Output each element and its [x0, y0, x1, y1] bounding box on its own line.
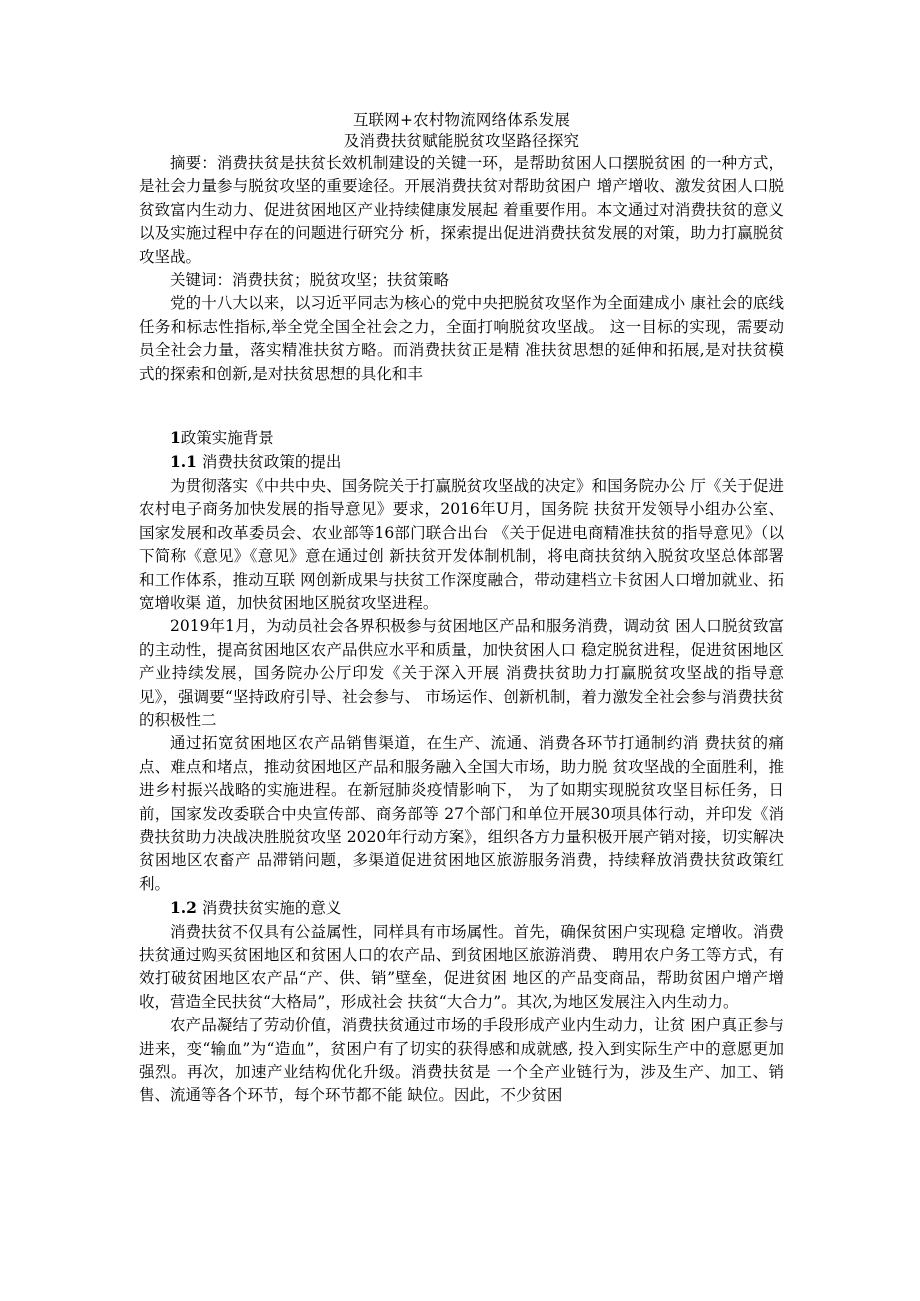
body-paragraph-channels: 通过拓宽贫困地区农产品销售渠道，在生产、流通、消费各环节打通制约消 费扶贫的痛点、难点和堵点，推动贫困地区产品和服务融入全国大市场，助力脱 贫攻坚战的全面胜利，推进乡村振兴战略的实施进程。在新冠肺炎疫情影响下， 为了如期实现脱贫攻坚目标任务，日前，国家发改委联合中央宣传部、商务部等 27个部门和单位开展30项具体行动，并印发《消费扶贫助力决战决胜脱贫攻坚 2020年行动方案》，组织各方力量积极开展产销对接，切实解决贫困地区农畜产 品滞销问题，多渠道促进贫困地区旅游服务消费，持续释放消费扶贫政策红利。 [139, 734, 784, 893]
section-heading-1 [139, 426, 784, 450]
section-title: 消费扶贫政策的提出 [196, 453, 342, 472]
document-title-line-2: 及消费扶贫赋能脱贫攻坚路径探究 [343, 132, 580, 150]
section-number: 1 [170, 428, 181, 448]
section-heading-1-1 [139, 450, 784, 474]
section-spacer [139, 386, 784, 426]
keywords-line: 关键词：消费扶贫；脱贫攻坚；扶贫策略 [170, 271, 450, 290]
body-paragraph-2019-guidance: 2019年1月，为动员社会各界积极参与贫困地区产品和服务消费，调动贫 困人口脱贫致富的主动性，提高贫困地区农产品供应水平和质量，加快贫困人口 稳定脱贫进程，促进贫困地区产业持续发展，国务院办公厅印发《关于深入开展 消费扶贫助力打赢脱贫攻坚战的指导意见》，强调要“坚持政府引导、社会参与、 市场运作、创新机制，着力激发全社会参与消费扶贫的积极性二 [139, 617, 784, 729]
document-title-line-1: 互联网+农村物流网络体系发展 [352, 111, 571, 129]
abstract-paragraph: 摘要：消费扶贫是扶贫长效机制建设的关键一环，是帮助贫困人口摆脱贫困 的一种方式，是社会力量参与脱贫攻坚的重要途径。开展消费扶贫对帮助贫困户 增产增收、激发贫困人口脱贫致富内生动力、促进贫困地区产业持续健康发展起 着重要作用。本文通过对消费扶贫的意义以及实施过程中存在的问题进行研究分 析，探索提出促进消费扶贫发展的对策，助力打赢脱贫攻坚战。 [139, 154, 784, 266]
body-paragraph-value-chain: 农产品凝结了劳动价值，消费扶贫通过市场的手段形成产业内生动力，让贫 困户真正参与进来，变“输血”为“造血”，贫困户有了切实的获得感和成就感, 投入到实际生产中的意愿更加强烈。再次，加速产业结构优化升级。消费扶贫是 一个全产业链行为，涉及生产、加工、销售、流通等各个环节，每个环节都不能 缺位。因此，不少贫困 [139, 1016, 784, 1105]
section-title: 政策实施背景 [180, 429, 274, 448]
section-title: 消费扶贫实施的意义 [196, 899, 342, 918]
body-paragraph-policy-origin: 为贯彻落实《中共中央、国务院关于打赢脱贫攻坚战的决定》和国务院办公 厅《关于促进农村电子商务加快发展的指导意见》要求，2016年U月，国务院 扶贫开发领导小组办公室、国家发展和改革委员会、农业部等16部门联合出台 《关于促进电商精准扶贫的指导意见》（以下简称《意见》《意见》意在通过创 新扶贫开发体制机制，将电商扶贫纳入脱贫攻坚总体部署和工作体系，推动互联 网创新成果与扶贫工作深度融合，带动建档立卡贫困人口增加就业、拓宽增收渠 道，加快贫困地区脱贫攻坚进程。 [139, 476, 784, 612]
section-number: 1.1 [170, 452, 197, 472]
document-page [139, 110, 784, 1108]
section-number: 1.2 [170, 898, 197, 918]
intro-paragraph: 党的十八大以来，以习近平同志为核心的党中央把脱贫攻坚作为全面建成小 康社会的底线任务和标志性指标,举全党全国全社会之力，全面打响脱贫攻坚战。 这一目标的实现，需要动员全社会力量，落实精准扶贫方略。而消费扶贫正是精 准扶贫思想的延伸和拓展,是对扶贫模式的探索和创新,是对扶贫思想的具化和丰 [139, 294, 784, 383]
section-heading-1-2 [139, 896, 784, 920]
body-paragraph-significance: 消费扶贫不仅具有公益属性，同样具有市场属性。首先，确保贫困户实现稳 定增收。消费扶贫通过购买贫困地区和贫困人口的农产品、到贫困地区旅游消费、 聘用农户务工等方式，有效打破贫困地区农产品“产、供、销”壁垒，促进贫困 地区的产品变商品，帮助贫困户增产增收，营造全民扶贫“大格局”，形成社会 扶贫“大合力”。其次,为地区发展注入内生动力。 [139, 922, 784, 1011]
